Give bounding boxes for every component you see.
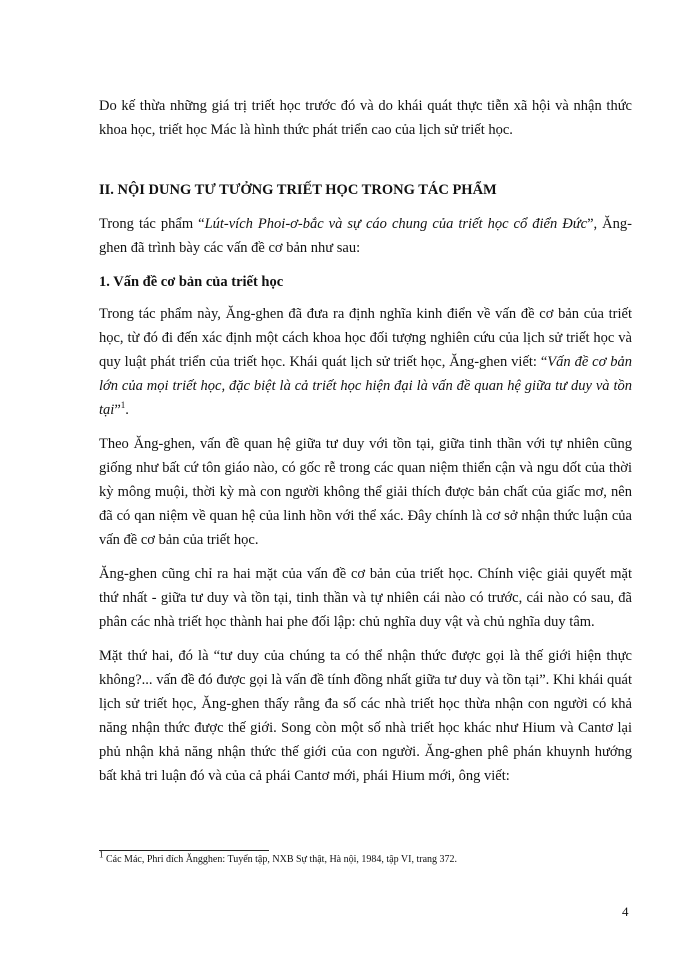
quote-close: ” — [114, 402, 121, 418]
section-intro-after: ”, Ăng-ghen đã trình bày các vấn đề cơ bản như sau: — [99, 216, 632, 256]
section-intro-paragraph — [99, 212, 632, 260]
paragraph-first-aspect: Ăng-ghen cũng chỉ ra hai mặt của vấn đề cơ bản của triết học. Chính việc giải quyết mặt thứ nhất - giữa tư duy và tồn tại, tinh thần và tự nhiên cái nào có trước, cái nào có sau, đã phân các nhà triết học thành hai phe đối lập: chủ nghĩa duy vật và chủ nghĩa duy tâm. — [99, 566, 632, 630]
footnote — [99, 849, 632, 866]
engels-quote: Vấn đề cơ bản lớn của mọi triết học, đặc biệt là cả triết học hiện đại là vấn đề quan hệ giữa tư duy và tồn tại — [99, 354, 633, 418]
section-intro-before: Trong tác phẩm “ — [99, 216, 205, 232]
page-body — [99, 94, 632, 798]
footnote-divider — [99, 850, 269, 851]
page-number: 4 — [622, 904, 629, 919]
work-title: Lút-vích Phoi-ơ-bắc và sự cáo chung của triết học cổ điển Đức — [204, 216, 588, 232]
subsection-heading: 1. Vấn đề cơ bản của triết học — [99, 274, 284, 290]
paragraph-origin: Theo Ăng-ghen, vấn đề quan hệ giữa tư duy với tồn tại, giữa tinh thần với tự nhiên cũng giống như bất cứ tôn giáo nào, có gốc rễ trong các quan niệm thiển cận và ngu dốt của thời kỳ mông muội, thời kỳ mà con người không thể giải thích được bản chất của giấc mơ, nên đã có qan niệm về quan hệ của linh hồn với thể xác. Đây chính là cơ sở nhận thức luận của vấn đề cơ bản của triết học. — [99, 436, 632, 548]
paragraph-definition — [99, 302, 632, 422]
footnote-text: Các Mác, Phri đích Ăngghen: Tuyển tập, NXB Sự thật, Hà nội, 1984, tập VI, trang 372. — [103, 854, 458, 865]
section-heading: II. NỘI DUNG TƯ TƯỞNG TRIẾT HỌC TRONG TÁC PHẨM — [99, 182, 497, 198]
quote-end-punct: . — [125, 402, 129, 418]
intro-paragraph: Do kế thừa những giá trị triết học trước đó và do khái quát thực tiễn xã hội và nhận thức khoa học, triết học Mác là hình thức phát triển cao của lịch sử triết học. — [99, 98, 632, 138]
footnote-marker: 1 — [99, 849, 104, 860]
paragraph-definition-text: Trong tác phẩm này, Ăng-ghen đã đưa ra định nghĩa kinh điển về vấn đề cơ bản của triết học, từ đó đi đến xác định một cách khoa học đối tượng nghiên cứu của lịch sử triết học và quy luật phát triển của triết học. Khái quát lịch sử triết học, Ăng-ghen viết: “ — [99, 306, 632, 370]
footnote-reference[interactable]: 1 — [120, 400, 126, 411]
paragraph-second-aspect: Mặt thứ hai, đó là “tư duy của chúng ta có thể nhận thức được gọi là thế giới hiện thực không?... vấn đề đó được gọi là vấn đề tính đồng nhất giữa tư duy và tồn tại”. Khi khái quát lịch sử triết học, Ăng-ghen thấy rằng đa số các nhà triết học thừa nhận con người có khả năng nhận thức được thế giới. Song còn một số nhà triết học khác như Hium và Cantơ lại phủ nhận khả năng nhận thức thế giới của con người. Ăng-ghen phê phán khuynh hướng bất khả tri luận đó và của cả phái Cantơ mới, phái Hium mới, ông viết: — [99, 648, 632, 784]
